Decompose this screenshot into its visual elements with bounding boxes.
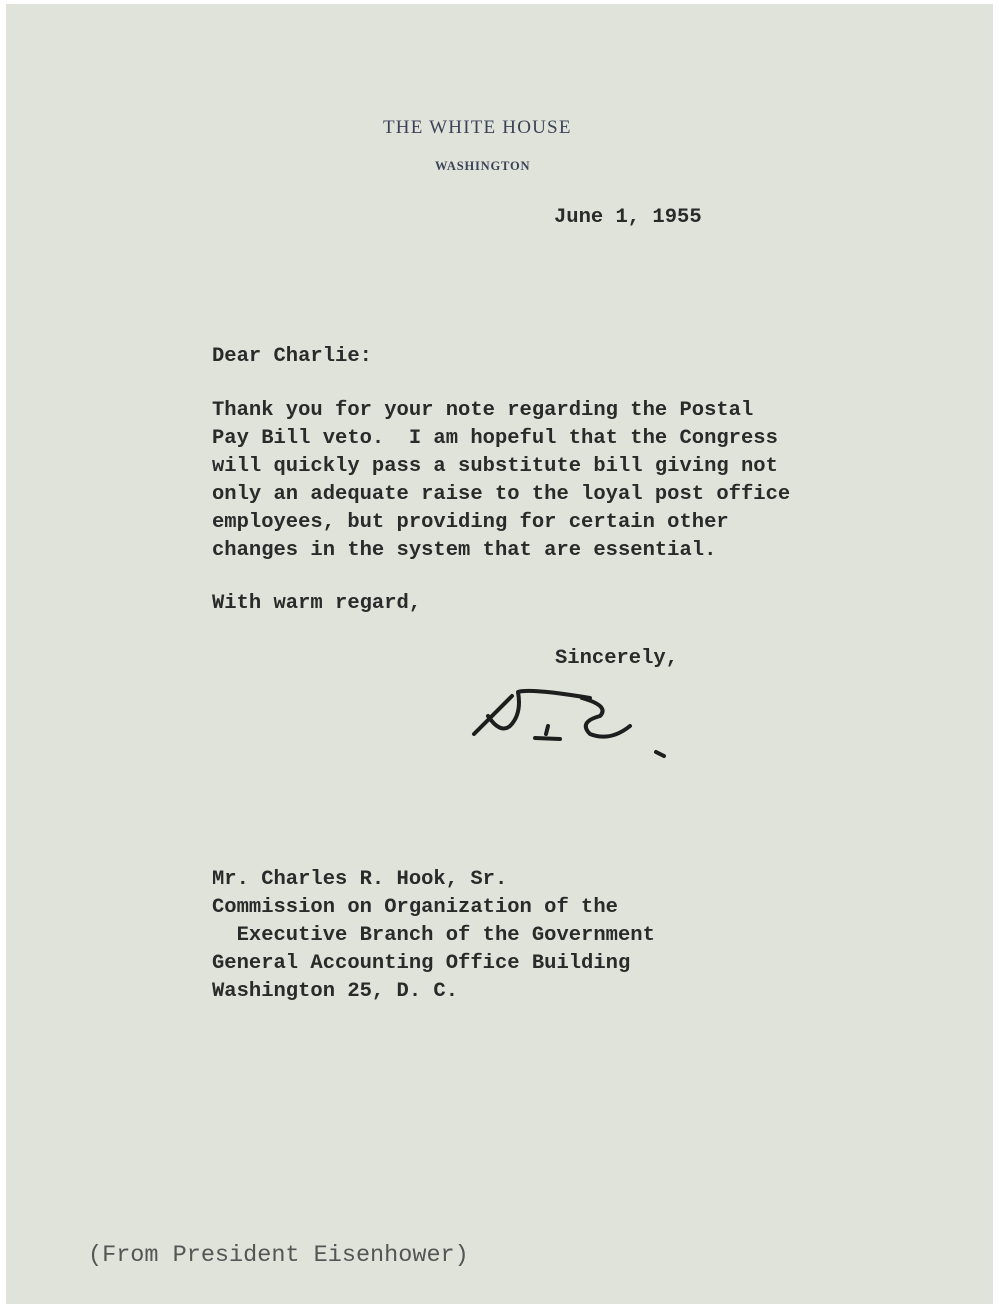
body-line: will quickly pass a substitute bill giving not xyxy=(212,455,778,478)
letter-body xyxy=(212,397,790,565)
body-line: Thank you for your note regarding the Postal xyxy=(212,399,754,422)
letter-paper xyxy=(6,4,993,1304)
address-line: Executive Branch of the Government xyxy=(212,924,655,947)
signature xyxy=(460,676,700,776)
body-line: only an adequate raise to the loyal post office xyxy=(212,483,791,506)
letter-date: June 1, 1955 xyxy=(554,206,702,229)
letterhead-title: THE WHITE HOUSE xyxy=(383,117,572,138)
closing: Sincerely, xyxy=(555,647,679,670)
address-line: Commission on Organization of the xyxy=(212,896,618,919)
closing-remark: With warm regard, xyxy=(212,592,422,615)
letterhead-subtitle: WASHINGTON xyxy=(435,159,531,173)
recipient-address xyxy=(212,866,655,1006)
address-line: General Accounting Office Building xyxy=(212,952,631,975)
address-line: Mr. Charles R. Hook, Sr. xyxy=(212,868,508,891)
body-line: employees, but providing for certain other xyxy=(212,511,729,534)
body-line: changes in the system that are essential. xyxy=(212,539,717,562)
salutation: Dear Charlie: xyxy=(212,345,372,368)
body-line: Pay Bill veto. I am hopeful that the Congress xyxy=(212,427,778,450)
address-line: Washington 25, D. C. xyxy=(212,980,459,1003)
footnote: (From President Eisenhower) xyxy=(88,1242,469,1269)
